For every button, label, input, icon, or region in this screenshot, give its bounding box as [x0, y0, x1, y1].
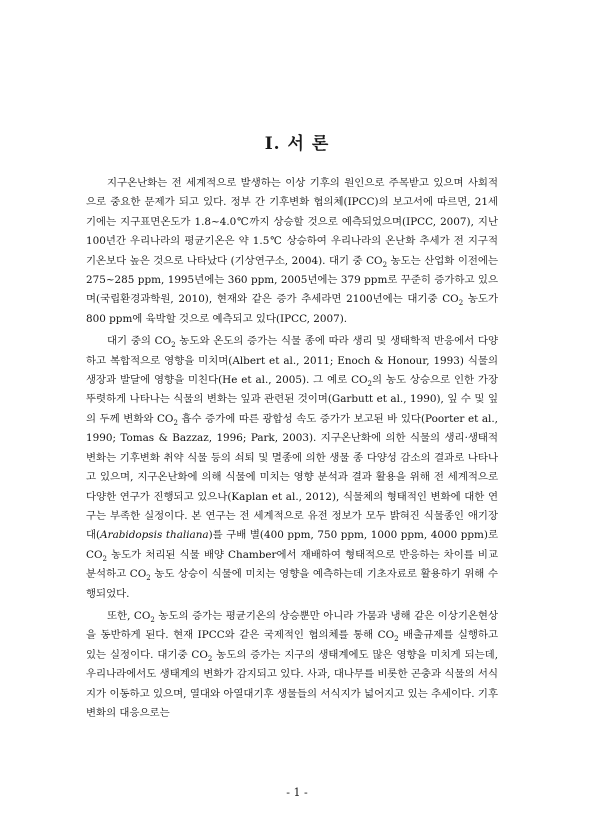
- text-run: 농도가 처리된 식물 배양 Chamber에서 재배하여 형태적으로 반응하는 차이를 비교 분석하고 CO: [86, 548, 498, 581]
- text-run: 의 농도 상승으로 인한 가장 뚜렷하게 나타나는 식물의 변화는 잎과 관련된 것이며(Garbutt et al., 1990), 잎 수 및 잎의 두께 변화와 CO: [86, 374, 498, 425]
- subscript: 2: [146, 574, 151, 583]
- text-run: 농도는 산업화 이전에는 275~285 ppm, 1995년에는 360 ppm, 2005년에는 379 ppm로 꾸준히 증가하고 있으며(국립환경과학원, 2010), 현재와 같은 증가 추세라면 2100년에는 대기중 CO: [86, 254, 498, 306]
- text-run: 농도가 800 ppm에 육박할 것으로 예측되고 있다(IPCC, 2007).: [86, 293, 498, 325]
- subscript: 2: [382, 260, 388, 269]
- text-run: 흡수 증가에 따른 광합성 속도 증가가 보고된 바 있다(Poorter et al., 1990; Tomas & Bazzaz, 1996; Park, 2003). 지구온난화에 의한 식물의 생리·생태적 변화는 기후변화 취약 식물 등의 쇠퇴 및 멸종에 의한 생물 종 다양성 감소의 결과로 나타나고 있으며, 지구온난화에 의해 식물에 미치는 영향 분석과 결과 활용을 위해 전 세계적으로 다양한 연구가 진행되고 있으나(Kaplan et al., 2012), 식물체의 형태적인 변화에 대한 연구는 부족한 실정이다. 본 연구는 전 세계적으로 유전 정보가 모두 밝혀진 식물종인 애기장대(: [86, 412, 498, 542]
- text-run: 농도의 증가는 평균기온의 상승뿐만 아니라 가뭄과 냉해 같은 이상기온현상을 동반하게 된다. 현재 IPCC와 같은 국제적인 협의체를 통해 CO: [86, 609, 498, 642]
- italic-text: Arabidopsis thaliana: [100, 529, 209, 542]
- text-run: 지구온난화는 전 세계적으로 발생하는 이상 기후의 원인으로 주목받고 있으며 사회적으로 중요한 문제가 되고 있다. 정부 간 기후변화 협의체(IPCC)의 보고서에 따르면, 21세기에는 지구표면온도가 1.8~4.0℃까지 상승할 것으로 예측되었으며(IPCC, 2007), 지난 100년간 우리나라의 평균기온은 약 1.5℃ 상승하여 우리나라의 온난화 추세가 전 지구적 기온보다 높은 것으로 나타났다 (기상연구소, 2004). 대기 중 CO: [86, 177, 498, 267]
- paragraph: [86, 607, 498, 723]
- subscript: 2: [150, 616, 155, 625]
- subscript: 2: [207, 654, 213, 663]
- text-run: 대기 중의 CO: [107, 335, 172, 348]
- paragraph: [86, 332, 498, 604]
- subscript: 2: [394, 635, 399, 644]
- text-run: )를 구배 별(400 ppm, 750 ppm, 1000 ppm, 4000 ppm)로 CO: [86, 529, 498, 561]
- subscript: 2: [102, 554, 107, 563]
- subscript: 2: [458, 299, 464, 308]
- body-text: [86, 174, 498, 723]
- section-title: I. 서 론: [264, 134, 330, 154]
- subscript: 2: [367, 380, 373, 389]
- text-run: 농도 상승이 식물에 미치는 영향을 예측하는데 기초자료로 활용하기 위해 수행되었다.: [86, 568, 498, 600]
- subscript: 2: [171, 341, 176, 350]
- text-run: 또한, CO: [107, 609, 151, 622]
- text-run: 농도의 증가는 지구의 생태계에도 많은 영향을 미치게 되는데, 우리나라에서도 생태계의 변화가 감지되고 있다. 사과, 대나무를 비롯한 곤충과 식물의 서식지가 이동하고 있으며, 열대와 아열대기후 생물들의 서식지가 넓어지고 있는 추세이다. 기후변화의 대응으로는: [86, 648, 498, 719]
- text-run: 배출규제를 실행하고 있는 실정이다. 대기중 CO: [86, 629, 498, 661]
- paragraph: [86, 174, 498, 329]
- page-number: - 1 -: [286, 786, 308, 799]
- subscript: 2: [173, 418, 178, 427]
- text-run: 농도와 온도의 증가는 식물 종에 따라 생리 및 생태학적 반응에서 다양하고 복합적으로 영향을 미치며(Albert et al., 2011; Enoch & Honour, 1993) 식물의 생장과 발달에 영향을 미친다(He et al., 2005). 그 예로 CO: [86, 335, 498, 387]
